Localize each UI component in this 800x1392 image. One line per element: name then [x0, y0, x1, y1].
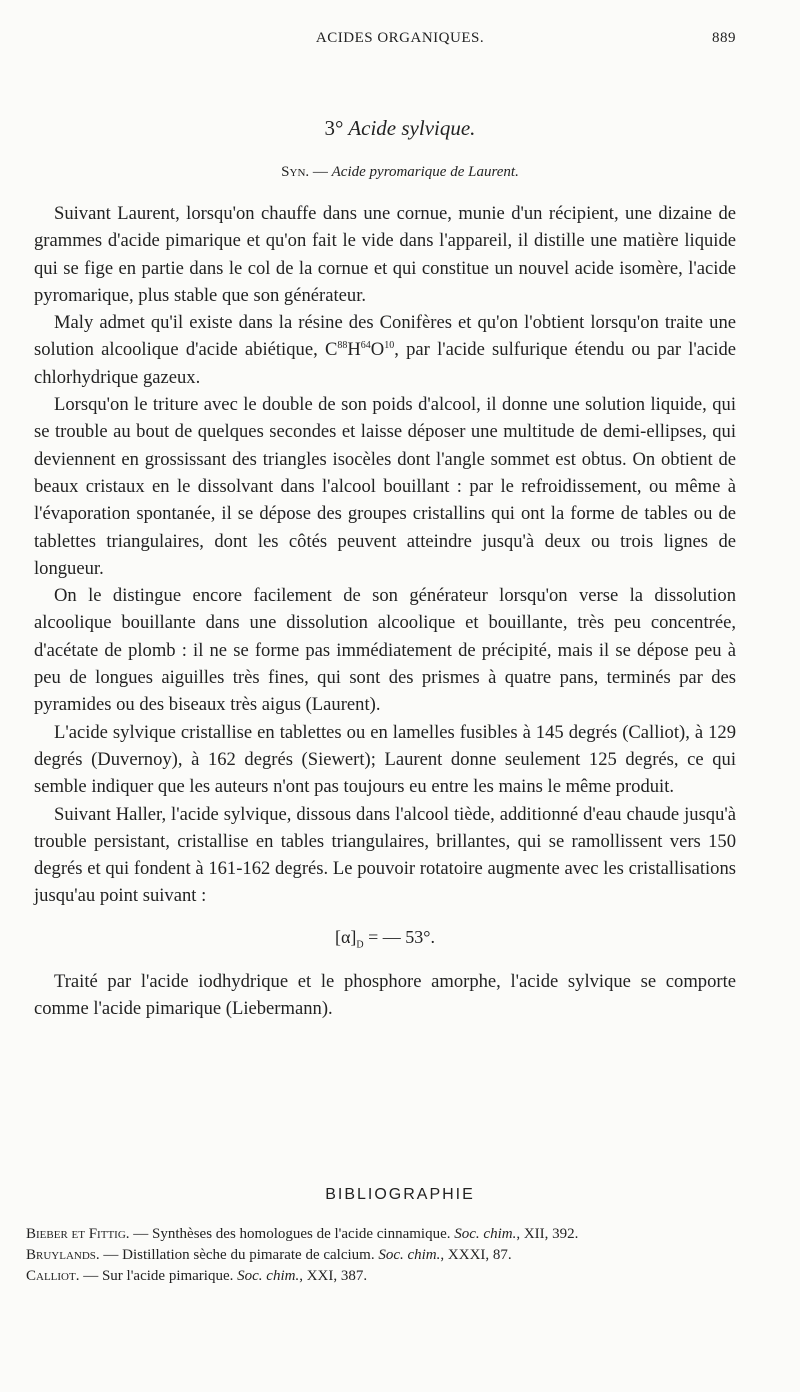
synonym-dash: —	[309, 164, 332, 180]
bibliography-title: BIBLIOGRAPHIE	[325, 1186, 475, 1203]
ref-author: Bieber et Fittig.	[26, 1226, 130, 1242]
page-number: 889	[712, 30, 736, 46]
bibliography-list	[26, 1224, 746, 1287]
paragraph-1: Suivant Laurent, lorsqu'on chauffe dans une cornue, munie d'un récipient, une dizaine de grammes d'acide pimarique et qu'on fait le vide dans l'appareil, il distille une matière liquide qui se fige en partie dans le col de la cornue et qui constitue un nouvel acide isomère, l'acide pyromarique, plus stable que son générateur.	[34, 203, 736, 306]
carbon-index: 88	[337, 340, 348, 352]
ref-text: — Distillation sèche du pimarate de calcium.	[99, 1247, 379, 1263]
paragraph-2-end: , par l'acide sulfurique étendu ou par l'acide chlorhydrique gazeux.	[34, 339, 736, 388]
formula-h: H	[347, 339, 361, 361]
paragraph-5: L'acide sylvique cristallise en tablettes ou en lamelles fusibles à 145 degrés (Calliot), à 129 degrés (Duvernoy), à 162 degrés (Siewert); Laurent donne seulement 125 degrés, ce qui semble indiquer que les auteurs n'ont pas toujours eu entre les mains le même produit.	[34, 721, 736, 798]
paragraph-6: Suivant Haller, l'acide sylvique, dissous dans l'alcool tiède, additionné d'eau chaude jusqu'à trouble persistant, cristallise en tables triangulaires, brillantes, qui se ramollissent vers 150 degrés et qui fondent à 161-162 degrés. Le pouvoir rotatoire augmente avec les cristallisations jusqu'au point suivant :	[34, 803, 736, 907]
ref-tail: , XII, 392.	[516, 1226, 579, 1242]
oxygen-index: 10	[384, 340, 395, 352]
ref-tail: , XXXI, 87.	[440, 1247, 512, 1263]
ref-journal: Soc. chim.	[237, 1268, 300, 1284]
body-text	[34, 200, 736, 1023]
ref-author: Calliot.	[26, 1268, 80, 1284]
ref-author: Bruylands.	[26, 1247, 100, 1263]
paragraph-2-start: Maly admet qu'il existe dans la résine des Conifères et qu'on l'obtient lorsqu'on traite une solution alcoolique d'acide abiétique, C	[34, 312, 736, 361]
paragraph-3: Lorsqu'on le triture avec le double de son poids d'alcool, il donne une solution liquide, qui se trouble au bout de quelques secondes et laisse déposer une multitude de demi-ellipses, qui deviennent en grossissant des triangles isocèles dont l'angle sommet est obtus. On obtient de beaux cristaux en le dissolvant dans l'alcool bouillant : par le refroidissement, ou même à l'évaporation spontanée, il se dépose des groupes cristallins qui ont la forme de tables ou de tablettes triangulaires, dont les côtés peuvent atteindre jusqu'à deux ou trois lignes de longueur.	[34, 394, 736, 579]
formula-subscript: D	[356, 939, 364, 951]
paragraph-4: On le distingue encore facilement de son générateur lorsqu'on verse la dissolution alcoolique bouillante dans une dissolution alcoolique et bouillante, très peu concentrée, d'acétate de plomb : il ne se forme pas immédiatement de précipité, mais il se dépose peu à peu de longues aiguilles très fines, qui sont des prismes à quatre pans, terminés par des pyramides ou des biseaux très aigus (Laurent).	[34, 585, 736, 716]
ref-text: — Sur l'acide pimarique.	[79, 1268, 238, 1284]
bibliography-entry	[26, 1245, 746, 1266]
section-number: 3°	[324, 116, 344, 140]
running-title: ACIDES ORGANIQUES.	[315, 30, 485, 46]
ref-journal: Soc. chim.	[378, 1247, 441, 1263]
hydrogen-index: 64	[360, 340, 371, 352]
synonym-label: Syn.	[281, 164, 310, 180]
paragraph-2	[34, 309, 736, 391]
formula-lhs: [α]	[334, 926, 357, 947]
bibliography-entry	[26, 1224, 746, 1245]
synonym-text: Acide pyromarique de Laurent.	[331, 164, 519, 180]
section-title-text: Acide sylvique.	[348, 116, 476, 140]
ref-text: — Synthèses des homologues de l'acide cinnamique.	[129, 1226, 455, 1242]
rotation-formula	[34, 924, 736, 951]
paragraph-7: Traité par l'acide iodhydrique et le phosphore amorphe, l'acide sylvique se comporte comme l'acide pimarique (Liebermann).	[34, 971, 736, 1020]
bibliography-entry	[26, 1266, 746, 1287]
ref-journal: Soc. chim.	[454, 1226, 517, 1242]
formula-o: O	[370, 339, 385, 361]
page-header	[0, 30, 800, 54]
synonym-line	[0, 164, 800, 181]
ref-tail: , XXI, 387.	[299, 1268, 368, 1284]
section-title	[0, 116, 800, 141]
formula-rhs: = — 53°.	[363, 926, 435, 947]
